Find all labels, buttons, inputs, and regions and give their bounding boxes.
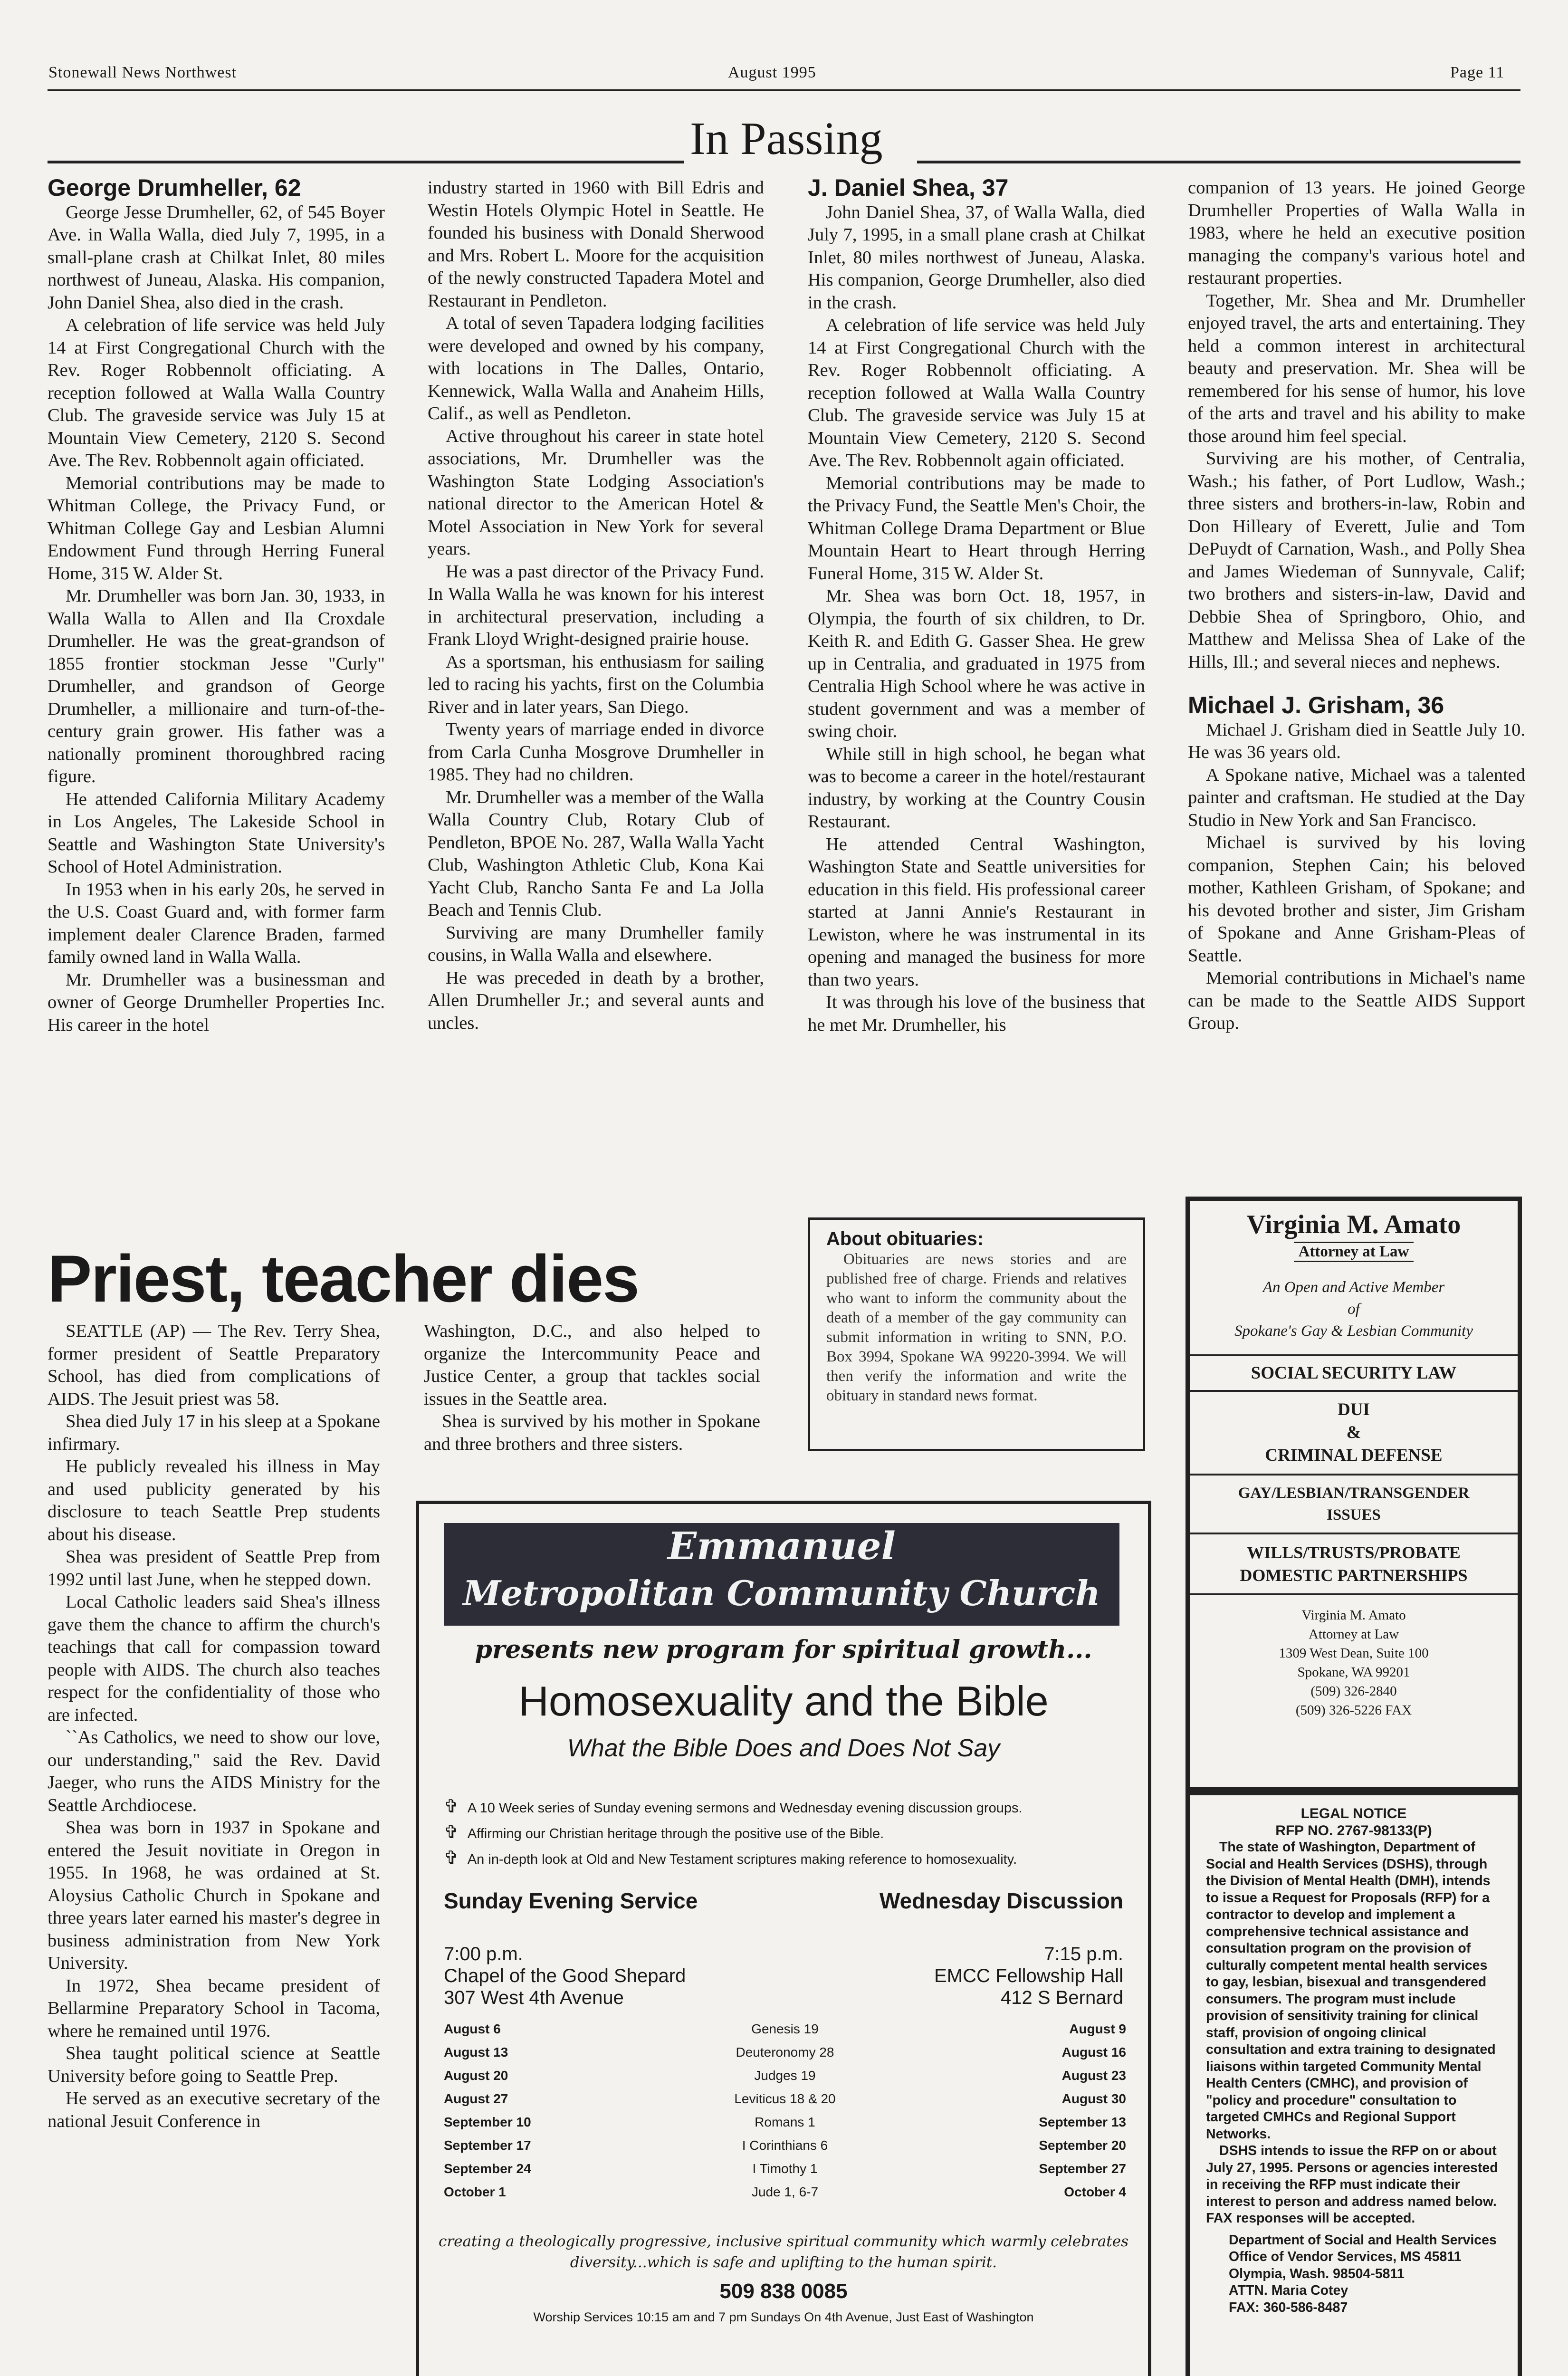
drumheller-col2 bbox=[428, 177, 764, 1035]
emcc-sunday-heading: Sunday Evening Service bbox=[444, 1888, 698, 1913]
amato-address bbox=[1190, 1593, 1518, 1730]
paragraph: Shea was president of Seattle Prep from 1992 until last June, when he stepped down. bbox=[48, 1547, 380, 1590]
paragraph: Mr. Drumheller was born Jan. 30, 1933, in Walla Walla to Allen and Ila Croxdale Drumheller. He was the great-grandson of 1855 frontier stockman Jesse "Curly" Drumheller, and grandson of George Drumheller, a millionaire and turn-of-the-century grain grower. His father was a nationally prominent thoroughbred racing figure. bbox=[48, 586, 385, 786]
bullet-text: An in-depth look at Old and New Testament scriptures making reference to homosexuality. bbox=[467, 1852, 1017, 1867]
wednesday-date: September 27 bbox=[1039, 2161, 1126, 2176]
sunday-date: October 1 bbox=[444, 2184, 506, 2199]
address-line: Attorney at Law bbox=[1308, 1627, 1399, 1642]
service-label: SOCIAL SECURITY LAW bbox=[1251, 1363, 1457, 1383]
bullet-text: Affirming our Christian heritage through the positive use of the Bible. bbox=[467, 1826, 884, 1841]
emcc-subtitle: What the Bible Does and Does Not Say bbox=[567, 1734, 1000, 1762]
service-label: & bbox=[1346, 1423, 1361, 1442]
legal-contact bbox=[1206, 2232, 1501, 2317]
legal-notice-box bbox=[1186, 1787, 1522, 2376]
table-row bbox=[444, 2064, 1126, 2087]
shea-col3 bbox=[808, 174, 1145, 1036]
emcc-tagline: creating a theologically progressive, inclusive spiritual community which warmly celebrates bbox=[439, 2233, 1128, 2250]
emcc-presents: presents new program for spiritual growth... bbox=[475, 1635, 1092, 1664]
contact-line: FAX: 360-586-8487 bbox=[1229, 2299, 1348, 2315]
emcc-name-line1: Emmanuel bbox=[668, 1523, 896, 1568]
paragraph: He publicly revealed his illness in May and used publicity generated by his disclosure to teach Seattle Prep students about his disease. bbox=[48, 1456, 380, 1544]
paragraph: He attended Central Washington, Washington State and Seattle universities for education in this field. His professional career started at Janni Annie's Restaurant in Lewiston, where he was instrumental in its opening and managed the business for more than two years. bbox=[808, 834, 1145, 990]
scripture: Leviticus 18 & 20 bbox=[734, 2091, 836, 2106]
drumheller-heading: George Drumheller, 62 bbox=[48, 174, 301, 201]
wednesday-date: September 13 bbox=[1039, 2114, 1126, 2129]
paragraph: While still in high school, he began what was to become a career in the hotel/restaurant industry, by working at the Country Cousin Restaurant. bbox=[808, 744, 1145, 832]
wednesday-date: August 9 bbox=[1069, 2021, 1126, 2036]
about-obituaries-text: Obituaries are news stories and are published free of charge. Friends and relatives who want to inform the community about the death of a member of the gay community can submit information in writing to SNN, P.O. Box 3994, Spokane WA 99220-3994. We will then verify the information and write the obituary in standard news format. bbox=[826, 1251, 1127, 1404]
emcc-schedule-table bbox=[444, 2017, 1126, 2204]
shea-heading: J. Daniel Shea, 37 bbox=[808, 174, 1009, 201]
wednesday-date: August 16 bbox=[1061, 2044, 1126, 2060]
cross-icon: ✞ bbox=[444, 1797, 459, 1817]
section-rule-right bbox=[917, 161, 1520, 163]
sunday-date: September 10 bbox=[444, 2114, 531, 2129]
legal-title: LEGAL NOTICE bbox=[1300, 1806, 1407, 1821]
wednesday-date: October 4 bbox=[1064, 2184, 1126, 2199]
wednesday-date: August 23 bbox=[1061, 2068, 1126, 2083]
emcc-ad bbox=[416, 1501, 1151, 2376]
paragraph: Mr. Shea was born Oct. 18, 1957, in Olympia, the fourth of six children, to Dr. Keith R. and Edith G. Gasser Shea. He grew up in Centralia, and graduated in 1975 from Centralia High School where he was active in student government and was a member of swing choir. bbox=[808, 586, 1145, 741]
paragraph: A celebration of life service was held July 14 at First Congregational Church with the Rev. Roger Robbennolt officiating. A reception followed at Walla Walla Country Club. The graveside service was July 15 at Mountain View Cemetery, 2120 S. Second Ave. The Rev. Robbennolt again officiated. bbox=[808, 315, 1145, 470]
paragraph: Shea taught political science at Seattle University before going to Seattle Prep. bbox=[48, 2043, 380, 2086]
emcc-tagline: diversity...which is safe and uplifting to the human spirit. bbox=[570, 2254, 997, 2271]
table-row bbox=[444, 2157, 1126, 2180]
scripture: Judges 19 bbox=[754, 2068, 816, 2083]
paragraph: As a sportsman, his enthusiasm for sailing led to racing his yachts, first on the Columbia River and in later years, San Diego. bbox=[428, 651, 764, 717]
emcc-bullet bbox=[444, 1820, 1128, 1846]
paragraph: Surviving are his mother, of Centralia, Wash.; his father, of Port Ludlow, Wash.; three sisters and brothers-in-law, Robin and Don Hilleary of Everett, Julie and Tom DePuydt of Carnation, Wash., and Polly Shea and James Wiedeman of Sunnyvale, Calif; two brothers and sisters-in-law, David and Debbie Shea of Springboro, Ohio, and Matthew and Melissa Shea of Lake of the Hills, Ill.; and several nieces and nephews. bbox=[1188, 449, 1525, 672]
paragraph: George Jesse Drumheller, 62, of 545 Boyer Ave. in Walla Walla, died July 7, 1995, in a small-plane crash at Chilkat Inlet, 80 miles northwest of Juneau, Alaska. His companion, John Daniel Shea, also died in the crash. bbox=[48, 202, 385, 313]
emcc-footer: Worship Services 10:15 am and 7 pm Sundays On 4th Avenue, Just East of Washington bbox=[533, 2310, 1034, 2324]
sunday-date: September 24 bbox=[444, 2161, 531, 2176]
contact-line: Department of Social and Health Services bbox=[1229, 2232, 1497, 2248]
paragraph: Shea was born in 1937 in Spokane and entered the Jesuit novitiate in Oregon in 1955. In 1968, he was ordained at St. Aloysius Catholic Church in Spokane and three years later earned his master's degree in business administration from New York University. bbox=[48, 1818, 380, 1973]
amato-ad bbox=[1186, 1197, 1522, 1795]
paragraph: Shea is survived by his mother in Spokane and three brothers and three sisters. bbox=[424, 1411, 760, 1454]
sunday-date: September 17 bbox=[444, 2137, 531, 2153]
masthead-date: August 1995 bbox=[728, 64, 816, 81]
contact-line: Office of Vendor Services, MS 45811 bbox=[1229, 2249, 1462, 2264]
emcc-banner bbox=[444, 1523, 1119, 1626]
drumheller-col1 bbox=[48, 174, 385, 1036]
wednesday-date: September 20 bbox=[1039, 2137, 1126, 2153]
paragraph: In 1972, Shea became president of Bellarmine Preparatory School in Tacoma, where he remained until 1976. bbox=[48, 1975, 380, 2041]
paragraph: He attended California Military Academy in Los Angeles, The Lakeside School in Seattle and Washington State University's School of Hotel Administration. bbox=[48, 789, 385, 877]
paragraph: He was preceded in death by a brother, Allen Drumheller Jr.; and several aunts and uncles. bbox=[428, 968, 764, 1033]
paragraph: Surviving are many Drumheller family cousins, in Walla Walla and elsewhere. bbox=[428, 922, 764, 965]
emcc-wednesday-time: 7:15 p.m. bbox=[1044, 1944, 1123, 1964]
address-line: Virginia M. Amato bbox=[1301, 1608, 1406, 1623]
paragraph: Mr. Drumheller was a businessman and owner of George Drumheller Properties Inc. His career in the hotel bbox=[48, 969, 385, 1035]
emcc-wednesday-address: 412 S Bernard bbox=[1001, 1987, 1123, 2008]
masthead-rule bbox=[48, 89, 1520, 91]
emcc-name-line2: Metropolitan Community Church bbox=[463, 1573, 1100, 1613]
paragraph: A total of seven Tapadera lodging facilities were developed and owned by his company, with locations in The Dalles, Ontario, Kennewick, Walla Walla and Anaheim Hills, Calif., as well as Pendleton. bbox=[428, 313, 764, 423]
about-obituaries-heading: About obituaries: bbox=[826, 1228, 984, 1249]
paragraph: Memorial contributions may be made to Whitman College, the Privacy Fund, or Whitman College Gay and Lesbian Alumni Endowment Fund through Herring Funeral Home, 315 W. Alder St. bbox=[48, 473, 385, 584]
about-obituaries-box bbox=[808, 1217, 1145, 1451]
amato-tagline2: of bbox=[1348, 1301, 1360, 1318]
emcc-phone: 509 838 0085 bbox=[719, 2280, 848, 2303]
paragraph: A Spokane native, Michael was a talented painter and craftsman. He studied at the Day Studio in New York and San Francisco. bbox=[1188, 765, 1525, 830]
grisham-heading: Michael J. Grisham, 36 bbox=[1188, 692, 1444, 719]
address-line: (509) 326-2840 bbox=[1310, 1684, 1397, 1699]
scripture: I Corinthians 6 bbox=[742, 2137, 828, 2153]
priest-headline: Priest, teacher dies bbox=[48, 1241, 639, 1316]
emcc-sunday-time: 7:00 p.m. bbox=[444, 1944, 523, 1964]
paragraph: John Daniel Shea, 37, of Walla Walla, died July 7, 1995, in a small plane crash at Chilkat Inlet, 80 miles northwest of Juneau, Alaska. His companion, George Drumheller, also died in the crash. bbox=[808, 202, 1145, 313]
section-title: In Passing bbox=[690, 113, 883, 164]
emcc-wednesday-place: EMCC Fellowship Hall bbox=[934, 1965, 1123, 1986]
scripture: Jude 1, 6-7 bbox=[751, 2184, 819, 2199]
paragraph: companion of 13 years. He joined George Drumheller Properties of Walla Walla in 1983, where he held an executive position managing the company's various hotel and restaurant properties. bbox=[1188, 178, 1525, 288]
address-line: (509) 326-5226 FAX bbox=[1295, 1703, 1412, 1718]
amato-tagline3: Spokane's Gay & Lesbian Community bbox=[1234, 1322, 1473, 1340]
sunday-date: August 13 bbox=[444, 2044, 508, 2060]
amato-name: Virginia M. Amato bbox=[1246, 1210, 1461, 1239]
table-row bbox=[444, 2180, 1126, 2204]
scripture: Romans 1 bbox=[755, 2114, 815, 2129]
emcc-bullet bbox=[444, 1795, 1128, 1820]
bullet-text: A 10 Week series of Sunday evening sermons and Wednesday evening discussion groups. bbox=[467, 1801, 1023, 1816]
paragraph: It was through his love of the business that he met Mr. Drumheller, his bbox=[808, 992, 1145, 1035]
contact-line: ATTN. Maria Cotey bbox=[1229, 2283, 1348, 2298]
section-rule-left bbox=[48, 161, 684, 163]
paragraph: Mr. Drumheller was a member of the Walla Walla Country Club, Rotary Club of Pendleton, BPOE No. 287, Walla Walla Yacht Club, Washington Athletic Club, Kona Kai Yacht Club, Rancho Santa Fe and La Jolla Beach and Tennis Club. bbox=[428, 787, 764, 920]
paragraph: Local Catholic leaders said Shea's illness gave them the chance to affirm the church's teachings that call for compassion toward people with AIDS. The church also teaches respect for the confidentiality of those who are infected. bbox=[48, 1592, 380, 1725]
paragraph: He served as an executive secretary of the national Jesuit Conference in bbox=[48, 2089, 380, 2131]
paragraph: Michael is survived by his loving companion, Stephen Cain; his beloved mother, Kathleen Grisham, of Spokane; and his devoted brother and sister, Jim Grisham of Spokane and Anne Grisham-Pleas of Seattle. bbox=[1188, 833, 1525, 966]
amato-service-glt bbox=[1190, 1474, 1518, 1533]
scripture: I Timothy 1 bbox=[752, 2161, 818, 2176]
table-row bbox=[444, 2134, 1126, 2157]
table-row bbox=[444, 2087, 1126, 2110]
sunday-date: August 6 bbox=[444, 2021, 501, 2036]
priest-col1 bbox=[48, 1320, 380, 2133]
paragraph: Memorial contributions in Michael's name can be made to the Seattle AIDS Support Group. bbox=[1188, 968, 1525, 1033]
amato-title: Attorney at Law bbox=[1294, 1242, 1414, 1262]
service-label: ISSUES bbox=[1327, 1506, 1381, 1523]
paragraph: Together, Mr. Shea and Mr. Drumheller enjoyed travel, the arts and entertaining. They held a common interest in architectural beauty and preservation. Mr. Shea will be remembered for his sense of humor, his love of the arts and travel and his ability to make those around him feel special. bbox=[1188, 290, 1525, 446]
cross-icon: ✞ bbox=[444, 1822, 459, 1842]
emcc-title: Homosexuality and the Bible bbox=[518, 1677, 1049, 1725]
service-label: CRIMINAL DEFENSE bbox=[1265, 1446, 1443, 1465]
paragraph: ``As Catholics, we need to show our love, our understanding," said the Rev. David Jaeger, who runs the AIDS Ministry for the Seattle Archdiocese. bbox=[48, 1727, 380, 1815]
amato-service-social-security bbox=[1190, 1354, 1518, 1390]
paragraph: SEATTLE (AP) — The Rev. Terry Shea, former president of Seattle Preparatory School, has died from complications of AIDS. The Jesuit priest was 58. bbox=[48, 1321, 380, 1409]
sunday-date: August 27 bbox=[444, 2091, 508, 2106]
amato-service-wills bbox=[1190, 1533, 1518, 1593]
emcc-sunday-address: 307 West 4th Avenue bbox=[444, 1987, 624, 2008]
masthead-page: Page 11 bbox=[1450, 64, 1505, 81]
paragraph: A celebration of life service was held July 14 at First Congregational Church with the Rev. Roger Robbennolt officiating. A reception followed at Walla Walla Country Club. The graveside service was July 15 at Mountain View Cemetery, 2120 S. Second Ave. The Rev. Robbennolt again officiated. bbox=[48, 315, 385, 470]
scripture: Genesis 19 bbox=[751, 2021, 819, 2036]
priest-col2 bbox=[424, 1320, 760, 1456]
table-row bbox=[444, 2110, 1126, 2134]
contact-line: Olympia, Wash. 98504-5811 bbox=[1229, 2266, 1405, 2281]
emcc-bullet bbox=[444, 1846, 1128, 1872]
paragraph: Washington, D.C., and also helped to organize the Intercommunity Peace and Justice Center, a group that tackles social issues in the Seattle area. bbox=[424, 1321, 760, 1409]
paragraph: Active throughout his career in state hotel associations, Mr. Drumheller was the Washington State Lodging Association's national director to the American Hotel & Motel Association in New York for several years. bbox=[428, 426, 764, 559]
legal-rfp: RFP NO. 2767-98133(P) bbox=[1275, 1822, 1432, 1839]
paragraph: industry started in 1960 with Bill Edris and Westin Hotels Olympic Hotel in Seattle. He founded his business with Donald Sherwood and Mrs. Robert L. Moore for the acquisition of the newly constructed Tapadera Motel and Restaurant in Pendleton. bbox=[428, 178, 764, 311]
paragraph: Shea died July 17 in his sleep at a Spokane infirmary. bbox=[48, 1411, 380, 1454]
legal-text-2: DSHS intends to issue the RFP on or about July 27, 1995. Persons or agencies interested in receiving the RFP must indicate their interest to person and address named below. FAX responses will be accepted. bbox=[1206, 2143, 1498, 2226]
paragraph: Twenty years of marriage ended in divorce from Carla Cunha Mosgrove Drumheller in 1985. They had no children. bbox=[428, 719, 764, 785]
emcc-sunday-place: Chapel of the Good Shepard bbox=[444, 1965, 686, 1986]
masthead-paper: Stonewall News Northwest bbox=[48, 64, 237, 81]
paragraph: He was a past director of the Privacy Fund. In Walla Walla he was known for his interest in architectural preservation, including a Frank Lloyd Wright-designed prairie house. bbox=[428, 561, 764, 649]
table-row bbox=[444, 2041, 1126, 2064]
amato-tagline1: An Open and Active Member bbox=[1262, 1279, 1445, 1296]
address-line: Spokane, WA 99201 bbox=[1297, 1665, 1410, 1680]
service-label: DUI bbox=[1338, 1400, 1370, 1419]
cross-icon: ✞ bbox=[444, 1848, 459, 1868]
amato-service-dui bbox=[1190, 1390, 1518, 1474]
emcc-wednesday-heading: Wednesday Discussion bbox=[880, 1888, 1123, 1913]
paragraph: Memorial contributions may be made to the Privacy Fund, the Seattle Men's Choir, the Whitman College Drama Department or Blue Mountain Heart to Heart through Herring Funeral Home, 315 W. Alder St. bbox=[808, 473, 1145, 584]
paragraph: Michael J. Grisham died in Seattle July 10. He was 36 years old. bbox=[1188, 719, 1525, 762]
address-line: 1309 West Dean, Suite 100 bbox=[1279, 1646, 1429, 1661]
wednesday-date: August 30 bbox=[1061, 2091, 1126, 2106]
service-label: WILLS/TRUSTS/PROBATE bbox=[1247, 1543, 1461, 1562]
service-label: DOMESTIC PARTNERSHIPS bbox=[1240, 1566, 1468, 1585]
table-row bbox=[444, 2017, 1126, 2041]
paragraph: In 1953 when in his early 20s, he served in the U.S. Coast Guard and, with former farm implement dealer Clarence Braden, farmed family owned land in Walla Walla. bbox=[48, 879, 385, 967]
scripture: Deuteronomy 28 bbox=[736, 2044, 834, 2060]
service-label: GAY/LESBIAN/TRANSGENDER bbox=[1238, 1485, 1470, 1502]
sunday-date: August 20 bbox=[444, 2068, 508, 2083]
legal-text-1: The state of Washington, Department of Social and Health Services (DSHS), through the Division of Mental Health (DMH), intends to issue a Request for Proposals (RFP) for a contractor to develop and implement a comprehensive technical assistance and consultation program on the provision of culturally competent mental health services to gay, lesbian, bisexual and transgendered consumers. The program must include provision of sensitivity training for clinical staff, provision of ongoing clinical consultation and extra training to designated liaisons within targeted Community Mental Health Centers (CMHC), and provision of "policy and procedure" consultation to targeted CMHCs and Regional Support Networks. bbox=[1206, 1839, 1496, 2142]
shea-col4 bbox=[1188, 177, 1525, 1035]
